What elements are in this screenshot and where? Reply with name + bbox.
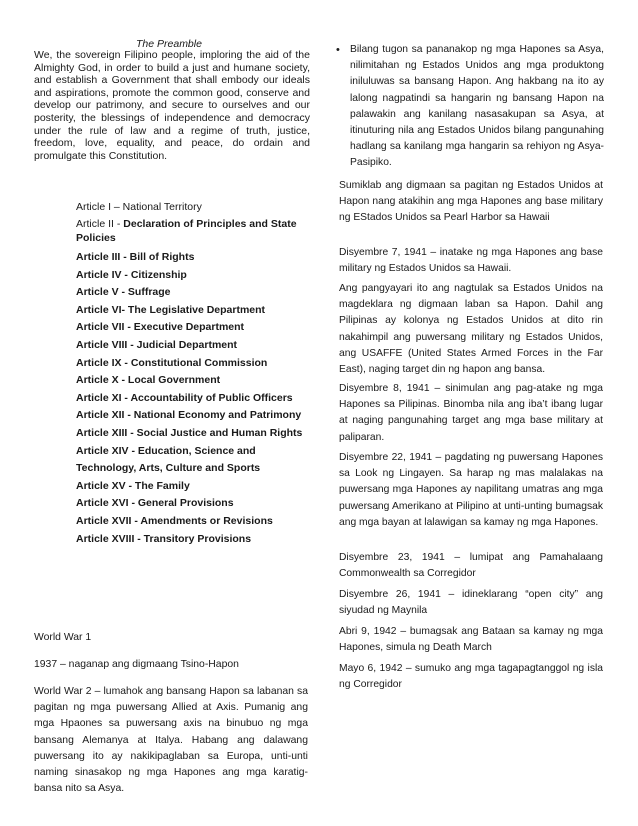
articles-list: [76, 197, 306, 548]
timeline-dec26: Disyembre 26, 1941 – idineklarang “open city” ang siyudad ng Maynila: [339, 589, 603, 617]
article-18: Article XVIII - Transitory Provisions: [76, 532, 252, 545]
article-12: Article XII - National Economy and Patrimony: [76, 409, 302, 422]
timeline-apr9: Abri 9, 1942 – bumagsak ang Bataan sa kamay ng mga Hapones, simula ng Death March: [339, 626, 603, 654]
timeline-may6: Mayo 6, 1942 – sumuko ang mga tagapagtanggol ng isla ng Corregidor: [339, 663, 603, 691]
article-14: Article XIV - Education, Science and Technology, Arts, Culture and Sports: [76, 444, 261, 475]
article-2-title: Declaration of Principles and State Policies: [76, 218, 297, 244]
article-5: Article V - Suffrage: [76, 286, 171, 299]
article-16: Article XVI - General Provisions: [76, 497, 234, 510]
article-11: Article XI - Accountability of Public Officers: [76, 391, 293, 404]
preamble-title: The Preamble: [136, 38, 202, 50]
article-17: Article XVII - Amendments or Revisions: [76, 514, 273, 527]
article-3: Article III - Bill of Rights: [76, 251, 195, 263]
timeline-dec23: Disyembre 23, 1941 – lumipat ang Pamahalaang Commonwealth sa Corregidor: [339, 552, 603, 580]
bullet-paragraph: [336, 42, 604, 172]
article-6: Article VI- The Legislative Department: [76, 303, 266, 316]
timeline-dec8: Disyembre 8, 1941 – sinimulan ang pag-atake ng mga Hapones sa Pilipinas. Binomba nila ang iba’t ibang lugar at naging pangunahing target ang mga base military at paliparan.: [339, 383, 603, 443]
article-1: Article I – National Territory: [76, 201, 202, 213]
line-1937: 1937 – naganap ang digmaang Tsino-Hapon: [34, 659, 239, 670]
timeline-dec22: Disyembre 22, 1941 – pagdating ng puwersang Hapones sa Look ng Lingayen. Sa harap ng mas malalakas na puwersang mga Hapones ay napilitang umatras ang mga puwersang Amerikano at Pilipino at unti-unting bumagsak ang mga bayan at lalawigan sa kamay ng mga Hapones.: [339, 452, 603, 528]
article-9: Article IX - Constitutional Commission: [76, 356, 268, 369]
article-7: Article VII - Executive Department: [76, 321, 245, 334]
article-8: Article VIII - Judicial Department: [76, 338, 238, 351]
ww1-heading: World War 1: [34, 632, 92, 643]
article-13: Article XIII - Social Justice and Human Rights: [76, 426, 303, 439]
timeline-intro: Sumiklab ang digmaan sa pagitan ng Estados Unidos at Hapon nang atakihin ang mga Hapones ang base military ng EStados Unidos sa Pearl Harbor sa Hawaii: [339, 180, 603, 224]
bullet-icon: •: [336, 44, 340, 56]
article-4: Article IV - Citizenship: [76, 268, 187, 281]
preamble-text: We, the sovereign Filipino people, imploring the aid of the Almighty God, in order to build a just and humane society, and establish a Government that shall embody our ideals and aspirations, promote the common good, conserve and develop our patrimony, and secure to ourselves and our posterity, the blessings of independence and democracy under the rule of law and a regime of truth, justice, freedom, love, equality, and peace, do ordain and promulgate this Constitution.: [34, 49, 310, 162]
timeline-dec7: Disyembre 7, 1941 – inatake ng mga Hapones ang base military ng Estados Unidos sa Hawaii.: [339, 247, 603, 275]
timeline-context: Ang pangyayari ito ang nagtulak sa Estados Unidos na magdeklara ng digmaan laban sa Hapon. Dahil ang Pilipinas ay kolonya ng Estados Unidos at dito rin nakahimpil ang puwersang military ng Estados Unidos, ang USAFFE (United States Armed Forces in the Far East), naging target din ng hapon ang bansa.: [339, 283, 603, 376]
article-2-prefix: Article II -: [76, 218, 124, 230]
article-10: Article X - Local Government: [76, 374, 221, 387]
article-2: [76, 217, 306, 245]
article-15: Article XV - The Family: [76, 479, 190, 492]
ww2-paragraph: World War 2 – lumahok ang bansang Hapon sa labanan sa pagitan ng mga puwersang Allied at Axis. Pumanig ang mga Hpaones sa puwersang axis na binubuo ng mga bansang Alemanya at Italya. Habang ang dalawang puwersang ito ay nakikipaglaban sa Europa, unti-unti naming sinasakop ng mga Hapones ang mga karatig-bansa nito sa Asya.: [34, 686, 308, 795]
bullet-text: Bilang tugon sa pananakop ng mga Hapones sa Asya, nilimitahan ng Estados Unidos ang mga produktong iniluluwas sa bansang Hapon. Ang hakbang na ito ay lalong nagpatindi sa hangarin ng bansang Hapon na palawakin ang kanilang nasasakupan sa Asya, at itinuturing nila ang Estados Unidos bilang pangunahing hadlang sa kanilang mga hangarin sa rehiyon ng Asya-Pasipiko.: [350, 44, 604, 169]
